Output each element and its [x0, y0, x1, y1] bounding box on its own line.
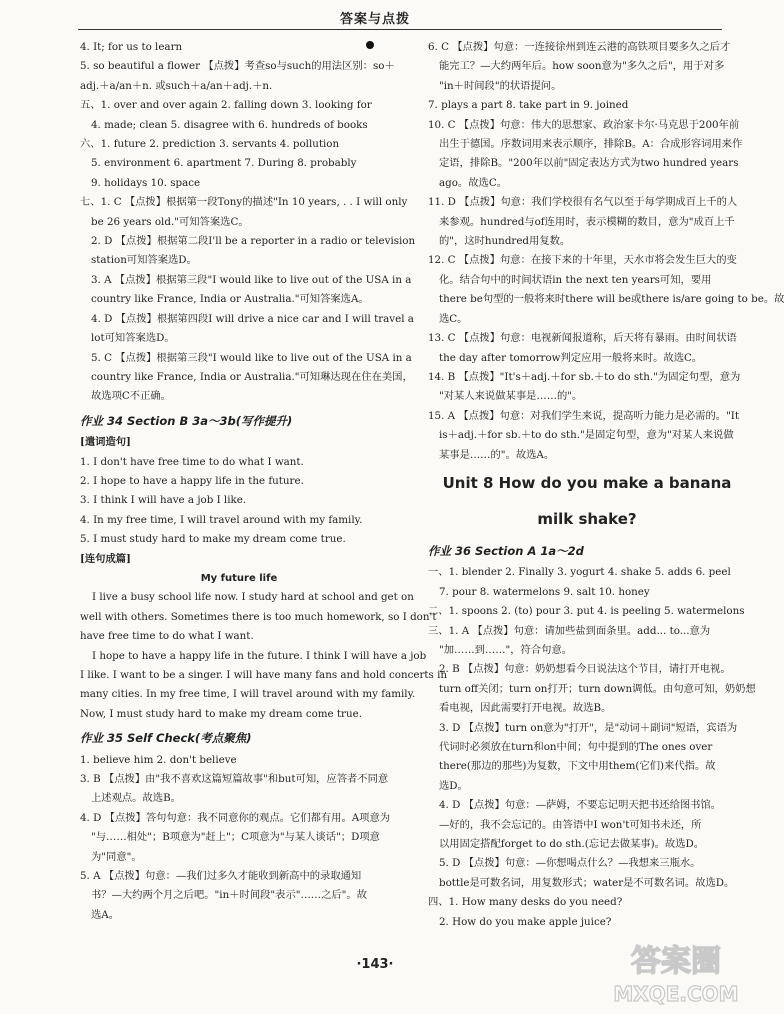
answer-line: 10. C 【点拨】句意：伟大的思想家、政治家卡尔·马克思于200年前: [428, 118, 740, 131]
answer-line: 15. A 【点拨】句意：对我们学生来说，提高听力能力是必需的。"It: [428, 409, 740, 422]
section-heading: 作业 36 Section A 1a～2d: [428, 543, 584, 558]
header-rule: [78, 29, 722, 30]
answer-line: 以用固定搭配forget to do sth.(忘记去做某事)。故选D。: [439, 838, 705, 851]
answer-line: 某事是……的"。故选A。: [439, 448, 555, 461]
answer-line: 5. environment 6. apartment 7. During 8. probably: [91, 157, 357, 170]
answer-line: 3. A 【点拨】根据第三段"I would like to live out of the USA in a: [91, 273, 412, 286]
answer-line: 出生于德国。序数词用来表示顺序，排除B。A：合成形容词用来作: [439, 138, 743, 151]
answer-line: 3. B 【点拨】由"我不喜欢这篇短篇故事"和but可知，应答者不同意: [80, 773, 389, 786]
subsection-label: [遣词造句]: [80, 436, 131, 449]
answer-line: 9. holidays 10. space: [91, 176, 201, 189]
answer-line: 选A。: [91, 908, 120, 921]
answer-line: 3. I think I will have a job I like.: [80, 494, 247, 507]
answer-line: 5. D 【点拨】句意：—你想喝点什么？—我想来三瓶水。: [439, 857, 701, 870]
answer-line: there(那边的那些)为复数，下文中用them(它们)来代指。故: [439, 760, 716, 773]
section-heading: 作业 34 Section B 3a～3b(写作提升): [80, 413, 293, 428]
answer-line: 3. D 【点拨】turn on意为"打开"，是"动词＋副词"短语，宾语为: [439, 721, 738, 734]
watermark-text-bottom: MXQE.COM: [613, 982, 739, 1006]
answer-line: 5. A 【点拨】句意：—我们过多久才能收到新高中的录取通知: [80, 870, 362, 883]
answer-line: 能完工？—大约两年后。how soon意为"多久之后"，用于对多: [439, 60, 725, 73]
answer-line: 六、1. future 2. prediction 3. servants 4. pollution: [80, 138, 340, 151]
answer-line: 4. made; clean 5. disagree with 6. hundreds of books: [91, 118, 368, 131]
answer-line: 为"同意"。: [91, 850, 142, 863]
answer-line: 7. pour 8. watermelons 9. salt 10. honey: [439, 585, 650, 598]
answer-line: 7. plays a part 8. take part in 9. joined: [428, 99, 629, 112]
answer-line: 选D。: [439, 779, 468, 792]
answer-line: 1. I don't have free time to do what I want.: [80, 455, 304, 468]
essay-line: I like. I want to be a singer. I will have many fans and hold concerts in: [80, 669, 448, 681]
answer-line: 故选项C不正确。: [91, 390, 171, 403]
answer-line: 代词时必须放在turn和on中间；句中提到的The ones over: [439, 741, 713, 753]
answer-line: "与……相处"；B项意为"赶上"；C项意为"与某人谈话"；D项意: [91, 831, 380, 844]
answer-line: the day after tomorrow判定应用一般将来时。故选C。: [439, 351, 703, 364]
answer-line: 二、1. spoons 2. (to) pour 3. put 4. is peeling 5. watermelons: [428, 605, 745, 618]
answer-line: 1. believe him 2. don't believe: [80, 753, 237, 766]
left-column: [80, 38, 448, 925]
answer-line: lot可知答案选D。: [91, 332, 175, 345]
answer-line: "in＋时间段"的状语提问。: [439, 79, 562, 92]
essay-line: Now, I must study hard to make my dream come true.: [80, 707, 362, 720]
answer-line: 化。结合句中的时间状语in the next ten years可知，要用: [439, 273, 712, 286]
subsection-label: [连句成篇]: [80, 552, 131, 565]
essay-line: I hope to have a happy life in the future. I think I will have a job: [92, 649, 427, 662]
answer-line: 5. C 【点拨】根据第三段"I would like to live out of the USA in a: [91, 351, 412, 364]
answer-line: bottle是可数名词，用复数形式；water是不可数名词。故选D。: [439, 876, 735, 889]
answer-line: there be句型的一般将来时there will be或there is/are going to be。故: [439, 293, 784, 306]
answer-line: 2. B 【点拨】句意：奶奶想看今日说法这个节目，请打开电视。: [439, 663, 731, 676]
unit-title: milk shake?: [537, 509, 637, 528]
essay-line: I live a busy school life now. I study hard at school and get on: [92, 591, 414, 604]
answer-line: 5. so beautiful a flower 【点拨】考查so与such的用法区别：so＋: [80, 60, 395, 73]
answer-line: 书？—大约两个月之后吧。"in＋时间段"表示"……之后"。故: [91, 889, 367, 902]
page-number: ·143·: [356, 957, 394, 972]
header-title: 答案与点拨: [339, 12, 410, 27]
page-header: [0, 0, 750, 30]
essay-line: many cities. In my free time, I will travel around with my family.: [80, 688, 416, 701]
answer-line: turn off关闭；turn on打开；turn down调低。由句意可知，奶奶想: [439, 682, 756, 695]
answer-line: 来参观。hundred与of连用时，表示模糊的数目，意为"成百上千: [439, 215, 735, 228]
answer-line: 4. It; for us to learn: [80, 41, 183, 53]
answer-line: 4. In my free time, I will travel around with my family.: [80, 513, 363, 526]
answer-line: 选C。: [439, 312, 468, 325]
answer-line: country like France, India or Australia."可知答案选A。: [91, 293, 369, 306]
answer-line: 三、1. A 【点拨】句意：请加些盐到面条里。add... to...意为: [428, 624, 711, 637]
answer-line: 5. I must study hard to make my dream come true.: [80, 533, 346, 546]
watermark-logo: [606, 935, 746, 1007]
answer-line: ago。故选C。: [439, 176, 507, 189]
answer-line: —好的，我不会忘记的。由答语中I won't可知书未还，所: [439, 818, 702, 831]
essay-title: My future life: [200, 572, 278, 584]
answer-line: 看电视，因此需要打开电视。故选B。: [439, 702, 612, 715]
section-heading: 作业 35 Self Check(考点聚焦): [80, 731, 252, 746]
answer-line: 6. C 【点拨】句意：一连接徐州到连云港的高铁项目要多久之后才: [428, 41, 731, 53]
answer-line: station可知答案选D。: [91, 254, 197, 267]
answer-line: 五、1. over and over again 2. falling down 3. looking for: [80, 99, 372, 112]
answer-line: 2. D 【点拨】根据第二段I'll be a reporter in a radio or television: [91, 235, 416, 248]
answer-line: country like France, India or Australia."可知琳达现在住在美国，: [91, 370, 413, 383]
answer-line: 12. C 【点拨】句意：在接下来的十年里，天水市将会发生巨大的变: [428, 254, 737, 267]
answer-line: "加……到……"，符合句意。: [439, 643, 573, 656]
answer-line: 11. D 【点拨】句意：我们学校很有名气以至于每学期成百上千的人: [428, 196, 738, 209]
watermark-text-top: 答案圈: [631, 944, 721, 979]
answer-line: 2. How do you make apple juice?: [439, 915, 612, 928]
answer-line: 上述观点。故选B。: [91, 792, 181, 805]
answer-line: adj.＋a/an＋n. 或such＋a/an＋adj.＋n.: [80, 79, 273, 92]
answer-line: 七、1. C 【点拨】根据第一段Tony的描述"In 10 years, . . I will only: [80, 196, 408, 209]
answer-line: "对某人来说做某事是……的"。: [439, 390, 583, 403]
unit-title: Unit 8 How do you make a banana: [442, 473, 732, 492]
answer-line: 一、1. blender 2. Finally 3. yogurt 4. shake 5. adds 6. peel: [428, 566, 731, 579]
answer-line: 四、1. How many desks do you need?: [428, 896, 623, 909]
essay-line: well with others. Sometimes there is too much homework, so I don't: [80, 610, 437, 623]
essay-line: have free time to do what I want.: [80, 630, 254, 643]
answer-line: 定语，排除B。"200年以前"固定表达方式为two hundred years: [439, 157, 739, 170]
answer-line: is＋adj.＋for sb.＋to do sth."是固定句型，意为"对某人来说做: [439, 429, 734, 442]
answer-line: 14. B 【点拨】"It's＋adj.＋for sb.＋to do sth."为固定句型，意为: [428, 370, 741, 383]
answer-line: 的"，这时hundred用复数。: [439, 235, 571, 248]
right-column: [428, 38, 784, 932]
answer-line: 4. D 【点拨】答句句意：我不同意你的观点。它们都有用。A项意为: [80, 811, 391, 824]
answer-line: 4. D 【点拨】根据第四段I will drive a nice car and I will travel a: [91, 312, 414, 325]
answer-line: be 26 years old."可知答案选C。: [91, 215, 249, 228]
answer-line: 4. D 【点拨】句意：—萨姆，不要忘记明天把书还给图书馆。: [439, 799, 722, 812]
answer-line: 13. C 【点拨】句意：电视新闻报道称，后天将有暴雨。由时间状语: [428, 332, 737, 345]
answer-line: 2. I hope to have a happy life in the future.: [80, 474, 304, 487]
